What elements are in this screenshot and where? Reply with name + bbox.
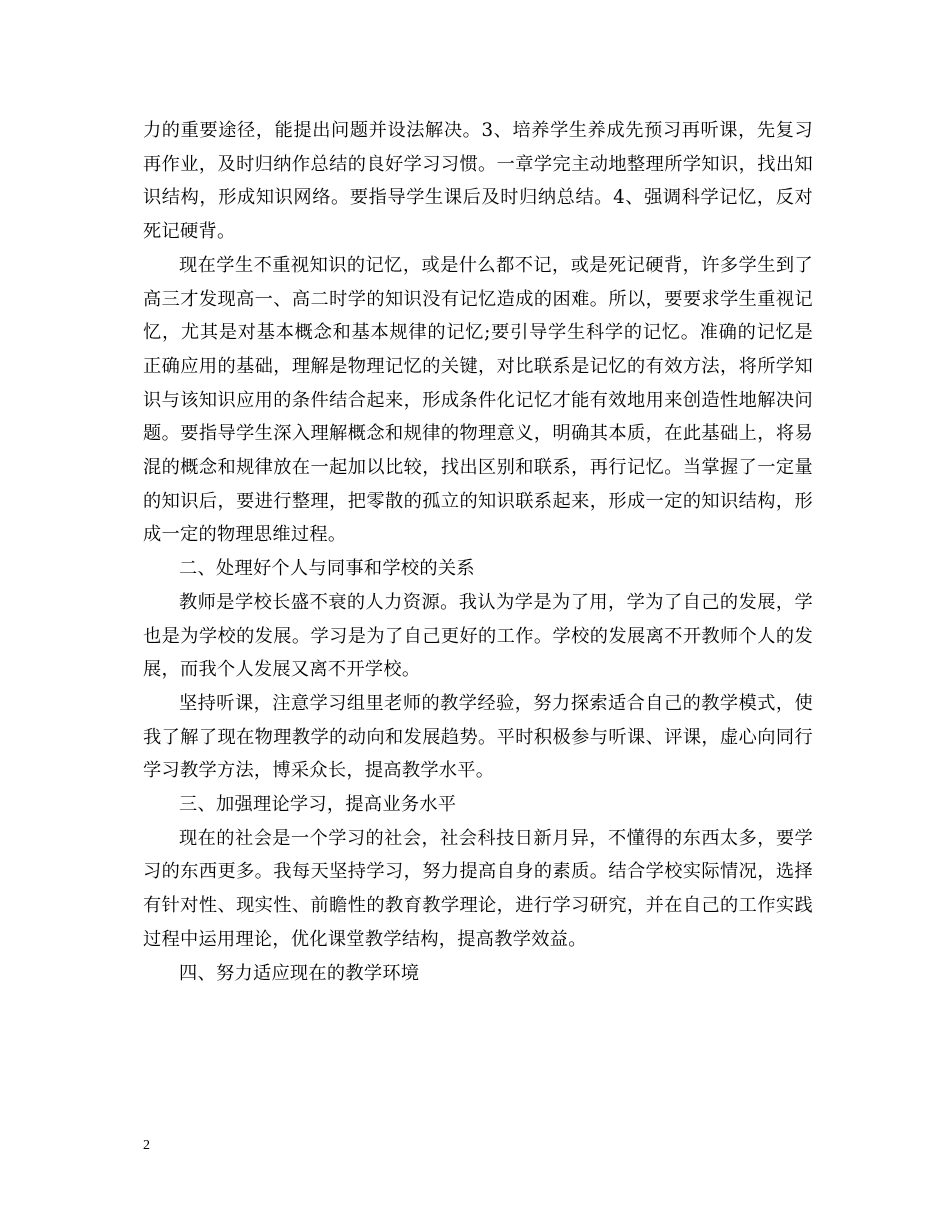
paragraph-3: 教师是学校长盛不衰的人力资源。我认为学是为了用，学为了自己的发展，学也是为学校的发展。学习是为了自己更好的工作。学校的发展离不开教师个人的发展，而我个人发展又离不开学校。 [143, 591, 813, 681]
section-heading-3: 三、加强理论学习，提高业务水平 [179, 794, 457, 816]
section-heading-2: 二、处理好个人与同事和学校的关系 [179, 558, 475, 580]
paragraph-2: 现在学生不重视知识的记忆，或是什么都不记，或是死记硬背，许多学生到了高三才发现高一、高二时学的知识没有记忆造成的困难。所以，要要求学生重视记忆，尤其是对基本概念和基本规律的记忆;要引导学生科学的记忆。准确的记忆是正确应用的基础，理解是物理记忆的关键，对比联系是记忆的有效方法，将所学知识与该知识应用的条件结合起来，形成条件化记忆才能有效地用来创造性地解决问题。要指导学生深入理解概念和规律的物理意义，明确其本质，在此基础上，将易混的概念和规律放在一起加以比较，找出区别和联系，再行记忆。当掌握了一定量的知识后，要进行整理，把零散的孤立的知识联系起来，形成一定的知识结构，形成一定的物理思维过程。 [143, 254, 813, 546]
paragraph-1: 力的重要途径，能提出问题并设法解决。3、培养学生养成先预习再听课，先复习再作业，及时归纳作总结的良好学习习惯。一章学完主动地整理所学知识，找出知识结构，形成知识网络。要指导学生课后及时归纳总结。4、强调科学记忆，反对死记硬背。 [143, 120, 813, 243]
document-body [143, 114, 813, 990]
paragraph-5: 现在的社会是一个学习的社会，社会科技日新月异，不懂得的东西太多，要学习的东西更多。我每天坚持学习，努力提高自身的素质。结合学校实际情况，选择有针对性、现实性、前瞻性的教育教学理论，进行学习研究，并在自己的工作实践过程中运用理论，优化课堂教学结构，提高教学效益。 [143, 827, 813, 950]
page-number: 2 [143, 1138, 150, 1153]
section-heading-4: 四、努力适应现在的教学环境 [179, 962, 420, 984]
paragraph-4: 坚持听课，注意学习组里老师的教学经验，努力探索适合自己的教学模式，使我了解了现在物理教学的动向和发展趋势。平时积极参与听课、评课，虚心向同行学习教学方法，博采众长，提高教学水平。 [143, 692, 813, 782]
